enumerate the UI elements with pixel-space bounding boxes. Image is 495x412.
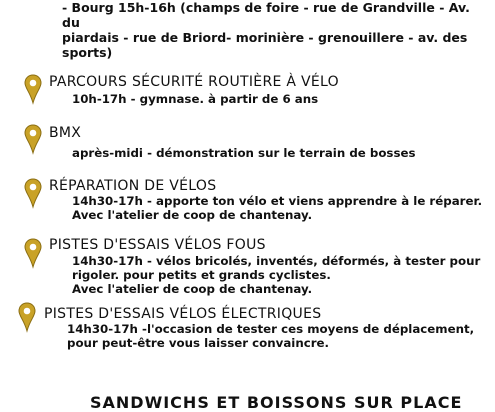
desc-line: 14h30-17h -l'occasion de tester ces moyens de déplacement, [67,322,475,336]
section-title-securite: PARCOURS SÉCURITÉ ROUTIÈRE À VÉLO [49,74,339,90]
map-pin-icon [24,178,42,208]
section-title-bmx: BMX [49,125,82,141]
desc-line: Avec l'atelier de coop de chantenay. [72,208,313,222]
map-pin-icon [24,74,42,104]
desc-line: pour peut-être vous laisser convaincre. [67,336,330,350]
map-pin-icon [24,238,42,268]
section-desc-securite [72,92,318,106]
desc-line: 10h-17h - gymnase. à partir de 6 ans [72,92,319,106]
footer-heading: SANDWICHS ET BOISSONS SUR PLACE [90,393,463,412]
desc-line: 14h30-17h - apporte ton vélo et viens apprendre à le réparer. [72,194,483,208]
section-title-velos-fous: PISTES D'ESSAIS VÉLOS FOUS [49,237,266,253]
section-title-reparation: RÉPARATION DE VÉLOS [49,178,217,194]
section-desc-bmx [72,146,416,160]
intro-line: - Bourg 15h-16h (champs de foire - rue de Grandville - Av. du [62,0,470,30]
section-title-velos-electriques: PISTES D'ESSAIS VÉLOS ÉLECTRIQUES [44,306,322,322]
section-desc-reparation [72,194,482,222]
desc-line: rigoler. pour petits et grands cyclistes. [72,268,331,282]
map-pin-icon [24,124,42,154]
section-desc-velos-electriques [67,322,474,350]
map-pin-icon [18,302,36,332]
intro-line: piardais - rue de Briord- morinière - grenouillere - av. des [62,30,468,45]
desc-line: après-midi - démonstration sur le terrain de bosses [72,146,416,160]
intro-schedule [62,0,482,60]
desc-line: Avec l'atelier de coop de chantenay. [72,282,313,296]
section-desc-velos-fous [72,254,480,296]
intro-line: sports) [62,45,113,60]
desc-line: 14h30-17h - vélos bricolés, inventés, déformés, à tester pour [72,254,481,268]
